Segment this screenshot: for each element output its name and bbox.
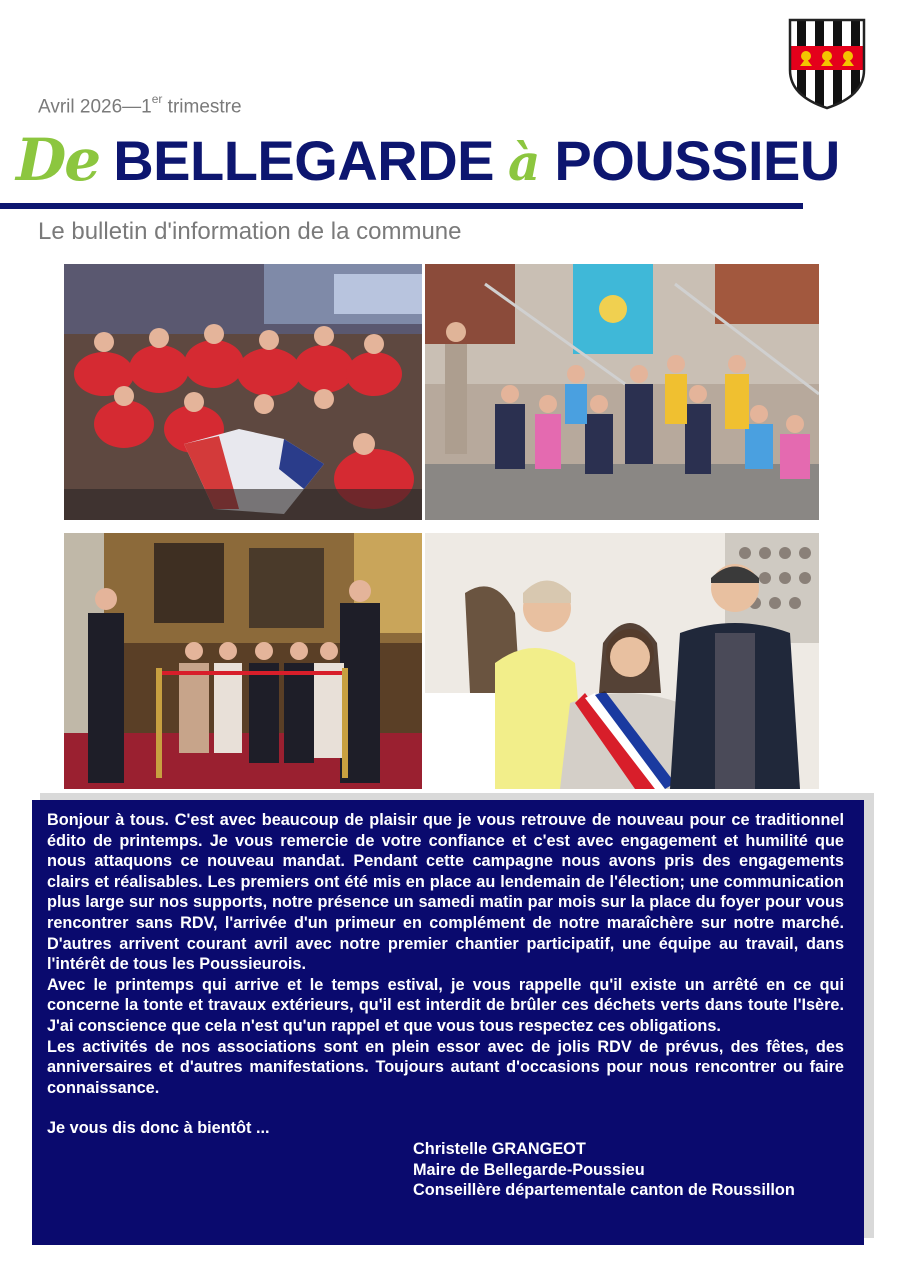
edito-closing: Je vous dis donc à bientôt ... <box>47 1119 270 1138</box>
edito-paragraph-3: Les activités de nos associations sont en plein essor avec de jolis RDV de prévus, des fêtes, des anniversaires et d'autres manifestations. Toujours autant d'occasions pour nous rencontrer ou faire connaissance. <box>47 1037 844 1097</box>
title-underline <box>0 203 803 209</box>
photo-red-shirts-group <box>64 264 422 520</box>
issue-date <box>38 94 242 118</box>
bulletin-subtitle: Le bulletin d'information de la commune <box>38 218 462 245</box>
photo-ribbon-ceremony <box>64 533 422 789</box>
signature-role-councillor: Conseillère départementale canton de Roussillon <box>413 1181 795 1200</box>
signature-block <box>413 1139 844 1201</box>
edito-paragraph-2: Avec le printemps qui arrive et le temps estival, je vous rappelle qu'il existe un arrêté en ce qui concerne la tonte et travaux extérieurs, qu'il est interdit de brûler ces déchets verts dans toute l'Isère. J'ai conscience que cela n'est qu'un rappel et que vous tous respectez ces obligations. <box>47 975 844 1035</box>
photo-carnival-children <box>425 264 819 520</box>
mayor-edito <box>32 800 864 1245</box>
issue-date-ordinal: er <box>151 92 163 106</box>
title-bellegarde: BELLEGARDE <box>113 129 494 192</box>
issue-date-main: Avril 2026—1 <box>38 96 152 118</box>
coat-of-arms-icon <box>788 18 866 110</box>
signature-name: Christelle GRANGEOT <box>413 1139 586 1158</box>
title-poussieu: POUSSIEU <box>554 129 840 192</box>
signature-role-mayor: Maire de Bellegarde-Poussieu <box>413 1160 645 1179</box>
issue-date-suffix: trimestre <box>162 96 242 118</box>
photo-elected-officials <box>425 533 819 789</box>
bulletin-title <box>16 126 840 198</box>
title-a: à <box>508 133 541 192</box>
edito-paragraph-1: Bonjour à tous. C'est avec beaucoup de plaisir que je vous retrouve de nouveau pour ce traditionnel édito de printemps. Je vous remercie de votre confiance et c'est avec engagement et humilité que nous attaquons ce nouveau mandat. Pendant cette campagne nous avons pris des engagements clairs et réalisables. Les premiers ont été mis en place au lendemain de l'élection; une communication plus large sur nos supports, notre présence un samedi matin par mois sur la place du foyer pour vous rencontrer sans RDV, l'arrivée d'un primeur en complément de notre maraîchère sur notre marché. D'autres arrivent courant avril avec notre premier chantier participatif, une équipe au travail, dans l'intérêt de tous les Poussieurois. <box>47 811 844 974</box>
title-de: De <box>16 126 100 194</box>
